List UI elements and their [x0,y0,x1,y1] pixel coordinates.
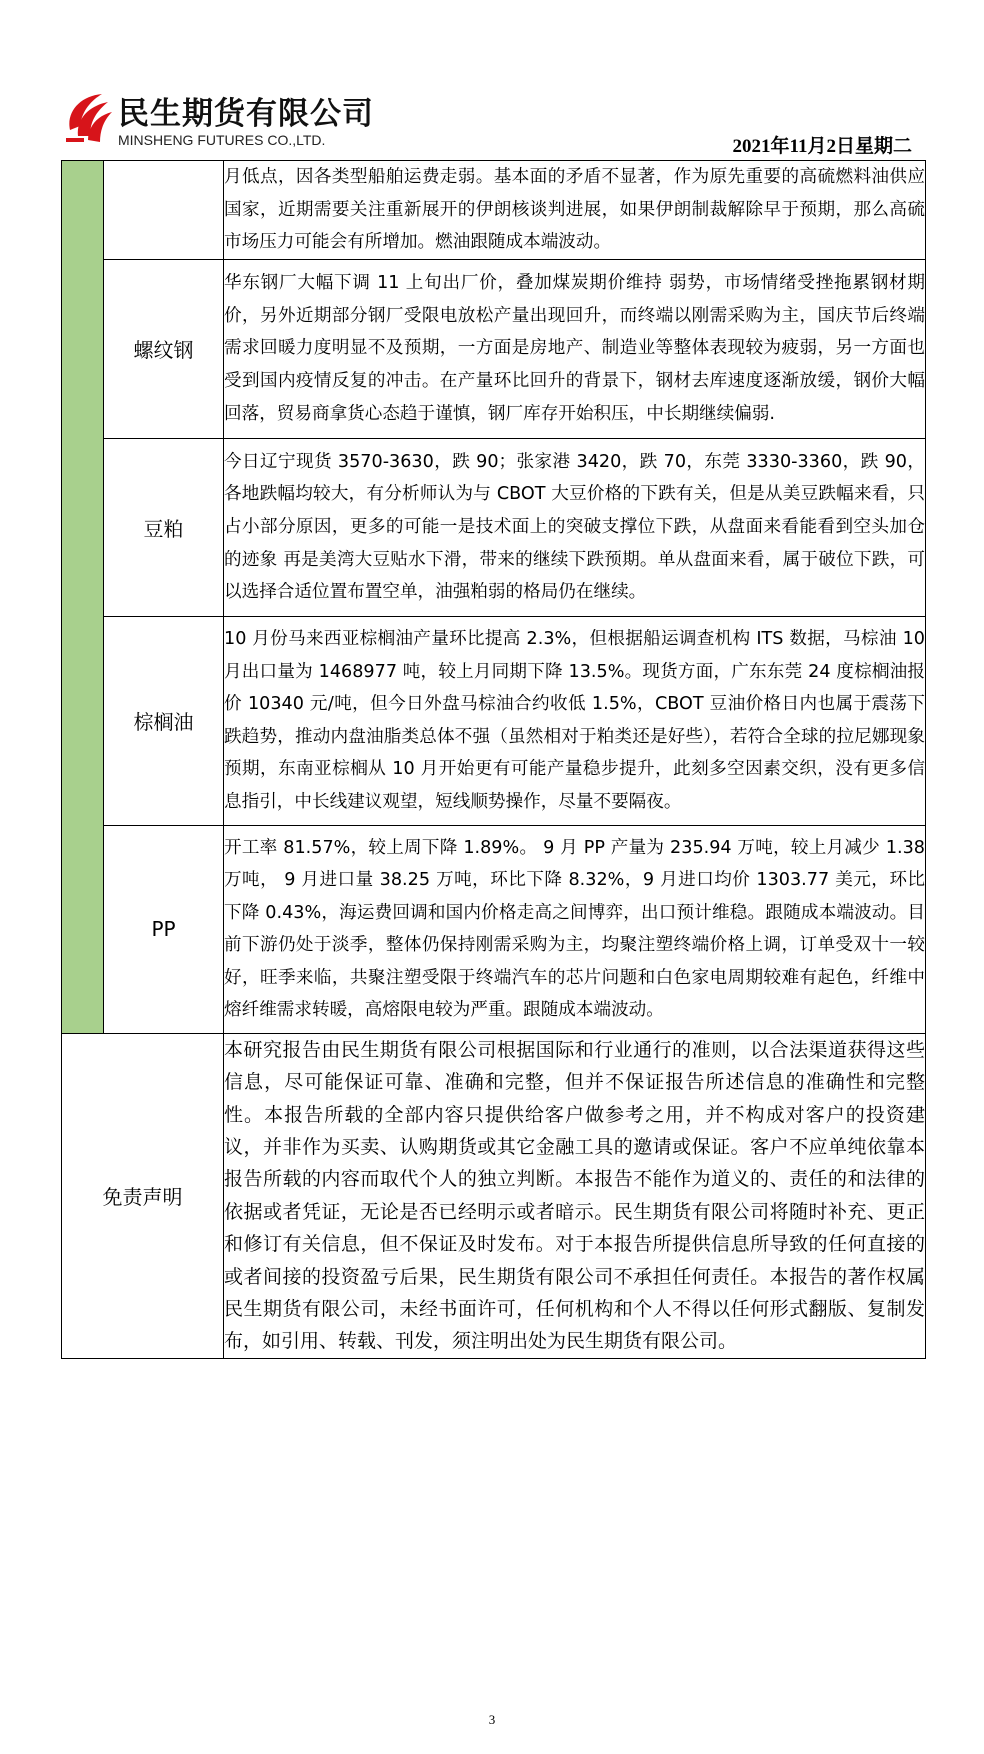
company-logo [62,86,374,156]
disclaimer-label: 免责声明 [62,1033,224,1358]
commodity-analysis: 10 月份马来西亚棕榈油产量环比提高 2.3%，但根据船运调查机构 ITS 数据，马棕油 10 月出口量为 1468977 吨，较上月同期下降 13.5%。现货方面，广东东莞 24 度棕榈油报价 10340 元/吨，但今日外盘马棕油合约收低 1.5%，CBOT 豆油价格日内也属于震荡下跌趋势，推动内盘油脂类总体不强（虽然相对于粕类还是好些），若符合全球的拉尼娜现象预期，东南亚棕榈从 10 月开始更有可能产量稳步提升，此刻多空因素交织，没有更多信息指引，中长线建议观望，短线顺势操作，尽量不要隔夜。 [224,616,926,825]
commodity-name: PP [104,825,224,1033]
section-side-column [62,161,104,1034]
table-row [62,259,926,438]
table-row [62,616,926,825]
commodity-name: 螺纹钢 [104,259,224,438]
commodity-name [104,161,224,260]
minsheng-logo-icon [62,90,114,146]
page-number: 3 [488,1712,496,1727]
table-row [62,1033,926,1358]
commodity-analysis: 今日辽宁现货 3570-3630，跌 90；张家港 3420，跌 70，东莞 3330-3360，跌 90，各地跌幅均较大，有分析师认为与 CBOT 大豆价格的下跌有关，但是从美豆跌幅来看，只占小部分原因，更多的可能一是技术面上的突破支撑位下跌，从盘面来看能看到空头加仓的迹象 再是美湾大豆贴水下滑，带来的继续下跌预期。单从盘面来看，属于破位下跌，可以选择合适位置布置空单，油强粕弱的格局仍在继续。 [224,438,926,616]
commodity-name: 豆粕 [104,438,224,616]
report-date: 2021年11月2日星期二 [732,136,912,157]
table-row [62,438,926,616]
commodity-analysis: 开工率 81.57%，较上周下降 1.89%。 9 月 PP 产量为 235.94 万吨，较上月减少 1.38 万吨， 9 月进口量 38.25 万吨，环比下降 8.32%，9 月进口均价 1303.77 美元，环比下降 0.43%，海运费回调和国内价格走高之间博弈，出口预计维稳。跟随成本端波动。目前下游仍处于淡季，整体仍保持刚需采购为主，均聚注塑终端价格上调，订单受双十一较好，旺季来临，共聚注塑受限于终端汽车的芯片问题和白色家电周期较难有起色，纤维中熔纤维需求转暖，高熔限电较为严重。跟随成本端波动。 [224,825,926,1033]
commodity-analysis: 华东钢厂大幅下调 11 上旬出厂价，叠加煤炭期价维持 弱势，市场情绪受挫拖累钢材期价，另外近期部分钢厂受限电放松产量出现回升，而终端以刚需采购为主，国庆节后终端需求回暖力度明显不及预期，一方面是房地产、制造业等整体表现较为疲弱，另一方面也受到国内疫情反复的冲击。在产量环比回升的背景下，钢材去库速度逐渐放缓，钢价大幅回落，贸易商拿货心态趋于谨慎，钢厂库存开始积压，中长期继续偏弱. [224,259,926,438]
disclaimer-text: 本研究报告由民生期货有限公司根据国际和行业通行的准则，以合法渠道获得这些信息，尽可能保证可靠、准确和完整，但并不保证报告所述信息的准确性和完整性。本报告所载的全部内容只提供给客户做参考之用，并不构成对客户的投资建议，并非作为买卖、认购期货或其它金融工具的邀请或保证。客户不应单纯依靠本报告所载的内容而取代个人的独立判断。本报告不能作为道义的、责任的和法律的依据或者凭证，无论是否已经明示或者暗示。民生期货有限公司将随时补充、更正和修订有关信息，但不保证及时发布。对于本报告所提供信息所导致的任何直接的或者间接的投资盈亏后果，民生期货有限公司不承担任何责任。本报告的著作权属民生期货有限公司，未经书面许可，任何机构和个人不得以任何形式翻版、复制发布，如引用、转载、刊发，须注明出处为民生期货有限公司。 [224,1033,926,1358]
table-row [62,161,926,260]
commodity-analysis: 月低点，因各类型船舶运费走弱。基本面的矛盾不显著，作为原先重要的高硫燃料油供应国家，近期需要关注重新展开的伊朗核谈判进展，如果伊朗制裁解除早于预期，那么高硫市场压力可能会有所增加。燃油跟随成本端波动。 [224,161,926,260]
table-row [62,825,926,1033]
company-name-en: MINSHENG FUTURES CO.,LTD. [118,132,326,148]
report-table [61,160,926,1359]
company-name-cn: 民生期货有限公司 [118,96,374,132]
commodity-name: 棕榈油 [104,616,224,825]
